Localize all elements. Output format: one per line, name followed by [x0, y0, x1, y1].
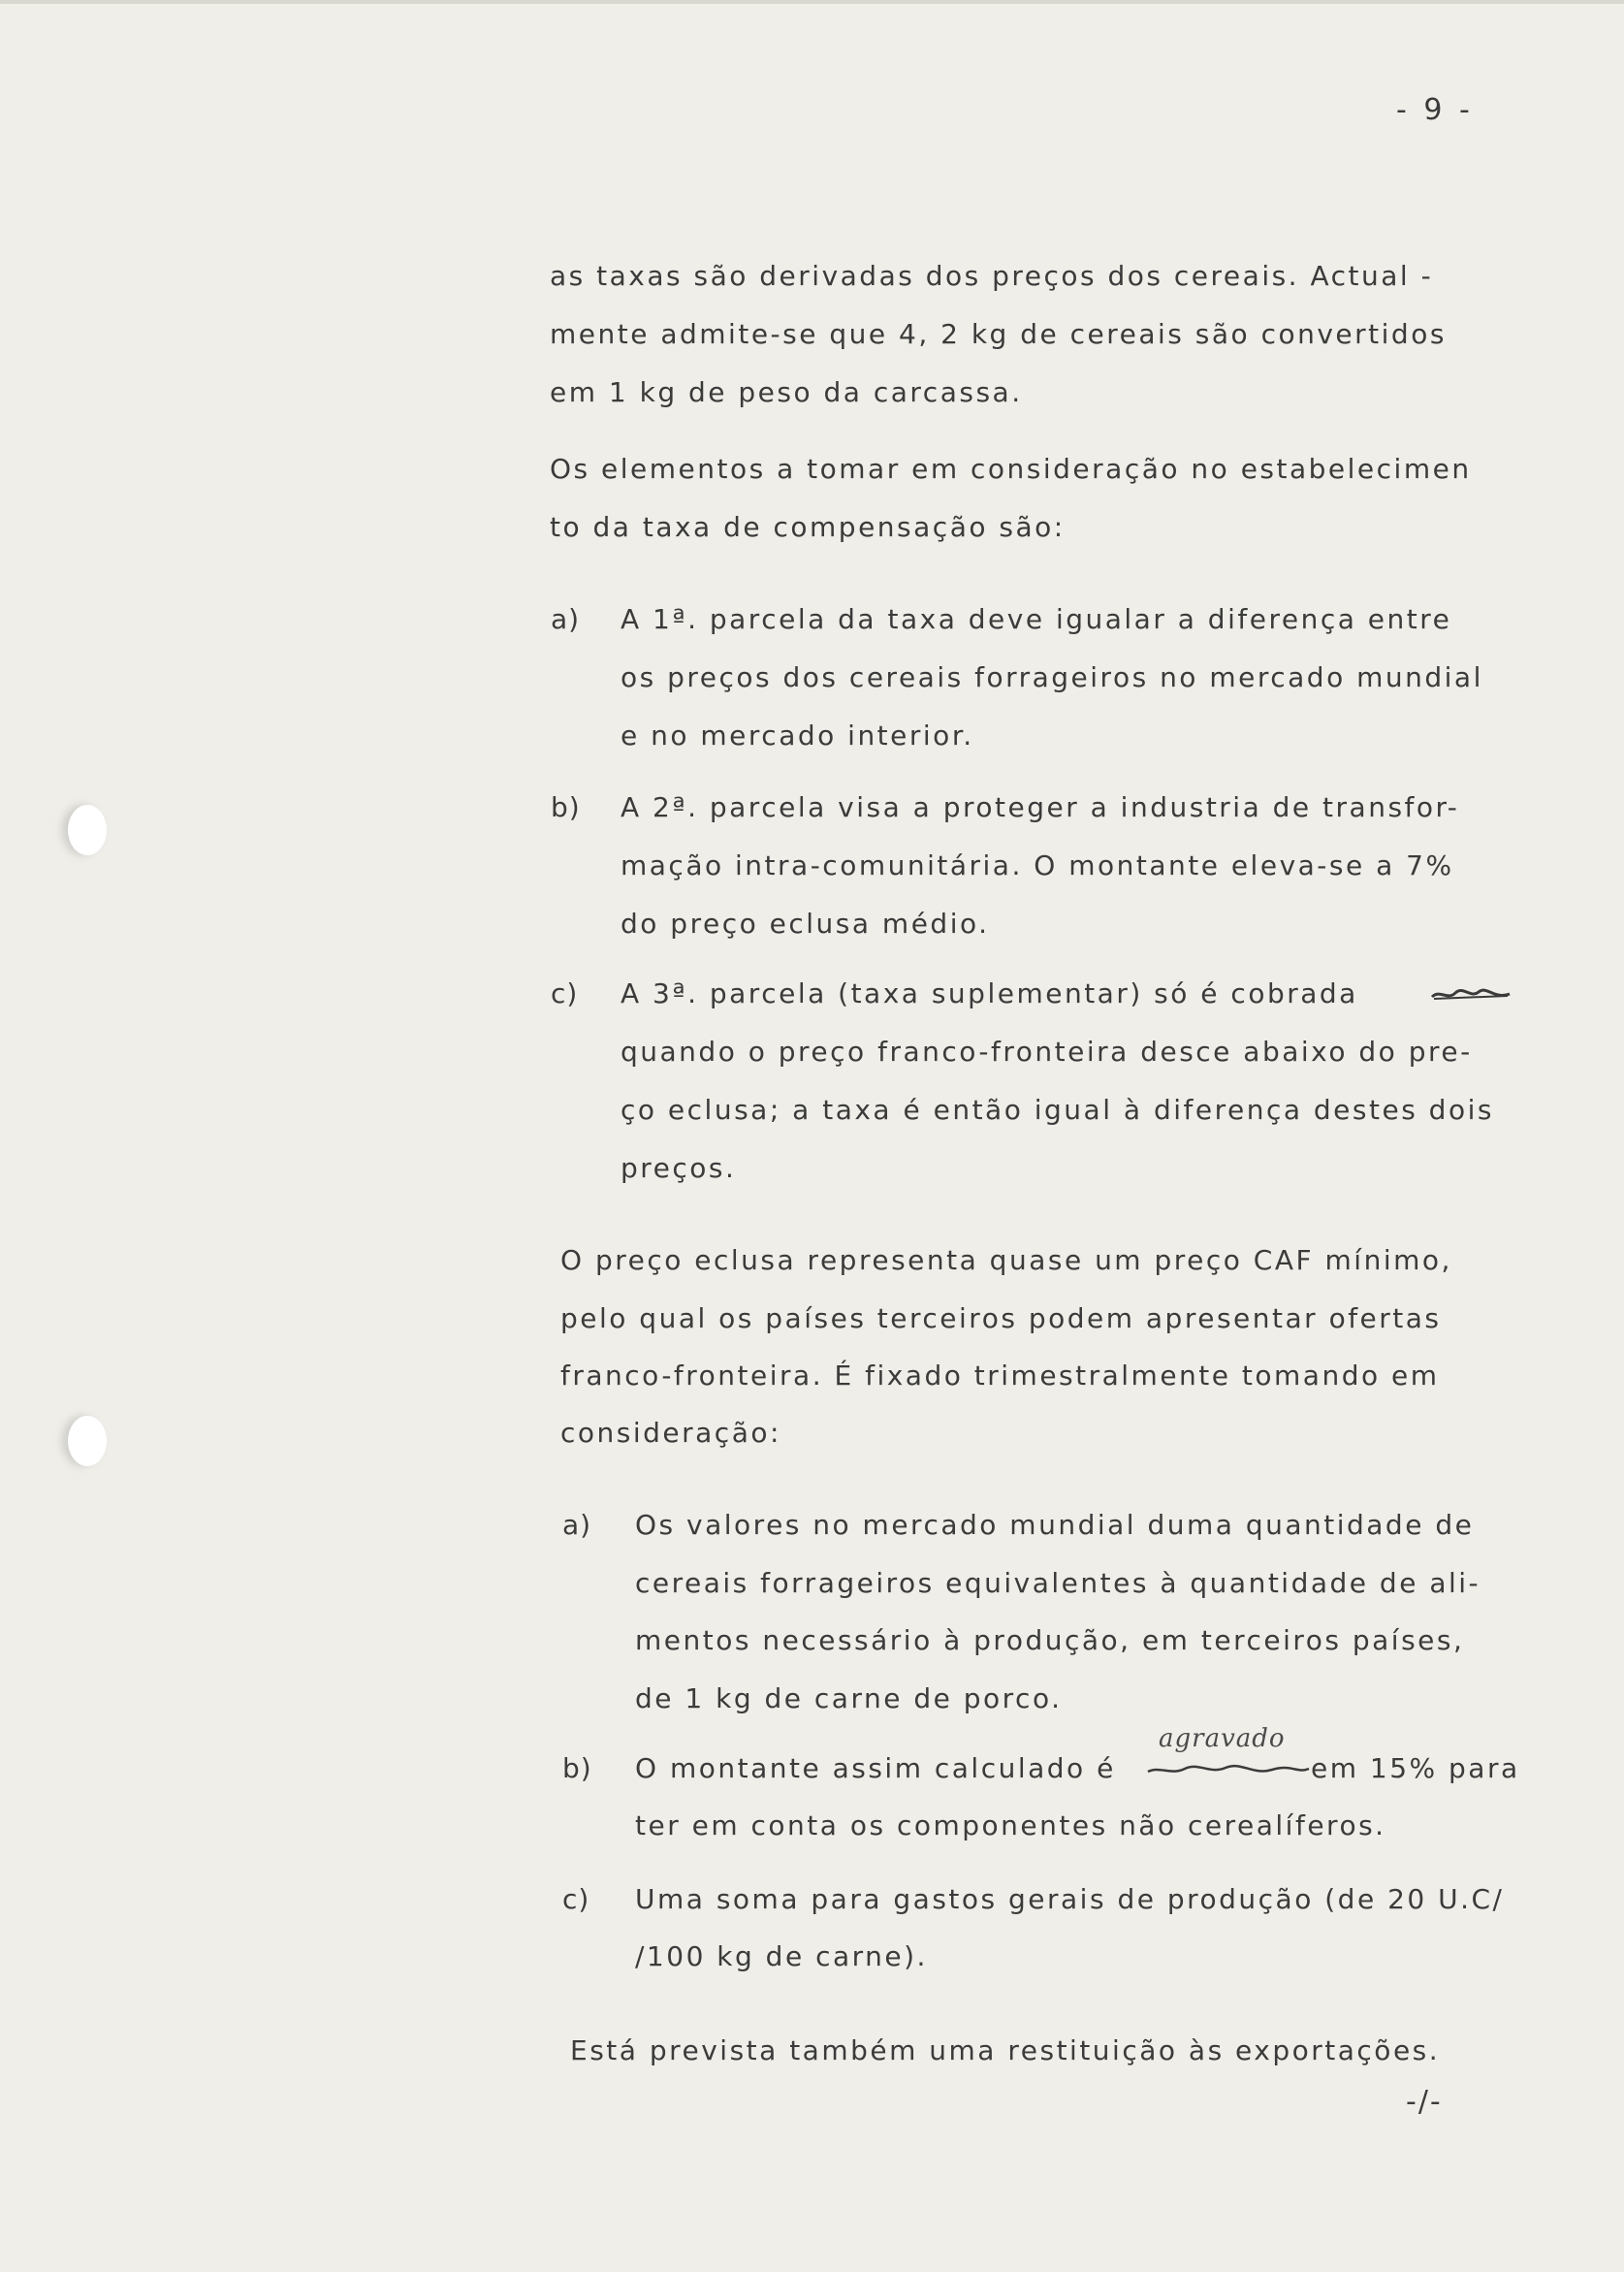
text-line: do preço eclusa médio. [621, 908, 990, 940]
text-line: preços. [621, 1152, 737, 1184]
list-marker: a) [562, 1509, 592, 1541]
text-line: Os valores no mercado mundial duma quantidade de [635, 1509, 1475, 1541]
text-line: os preços dos cereais forrageiros no mercado mundial [621, 661, 1483, 693]
list-marker: c) [551, 977, 579, 1009]
text-line: mentos necessário à produção, em terceiros países, [635, 1624, 1465, 1656]
text-line: as taxas são derivadas dos preços dos cereais. Actual - [550, 260, 1434, 292]
struck-out-word [1430, 987, 1512, 1003]
list-marker: b) [551, 791, 581, 823]
list-marker: b) [562, 1752, 592, 1784]
page-number: - 9 - [1396, 93, 1474, 127]
text-line: consideração: [560, 1417, 781, 1449]
text-line: e no mercado interior. [621, 720, 974, 752]
text-line: A 2ª. parcela visa a proteger a industria de transfor- [621, 791, 1460, 823]
list-marker: c) [562, 1883, 590, 1915]
text-line: ter em conta os componentes não cerealíferos. [635, 1809, 1386, 1841]
text-line: quando o preço franco-fronteira desce abaixo do pre- [621, 1036, 1473, 1068]
text-line: ço eclusa; a taxa é então igual à diferença destes dois [621, 1094, 1494, 1126]
text-line: to da taxa de compensação são: [550, 511, 1066, 543]
punch-hole-upper [68, 805, 107, 855]
text-line: Uma soma para gastos gerais de produção (de 20 U.C/ [635, 1883, 1505, 1915]
text-line: O montante assim calculado é [635, 1752, 1116, 1784]
list-marker: a) [551, 603, 581, 635]
text-line: franco-fronteira. É fixado trimestralmente tomando em [560, 1360, 1440, 1392]
text-line: A 1ª. parcela da taxa deve igualar a diferença entre [621, 603, 1452, 635]
page-top-edge [0, 0, 1624, 4]
text-line: Os elementos a tomar em consideração no estabelecimen [550, 453, 1472, 485]
text-line: pelo qual os países terceiros podem apresentar ofertas [560, 1302, 1442, 1334]
text-line: A 3ª. parcela (taxa suplementar) só é cobrada [621, 977, 1358, 1009]
text-line: de 1 kg de carne de porco. [635, 1682, 1063, 1714]
text-line: O preço eclusa representa quase um preço CAF mínimo, [560, 1244, 1452, 1276]
text-line: cereais forrageiros equivalentes à quantidade de ali- [635, 1567, 1481, 1599]
handwritten-insertion: agravado [1159, 1724, 1286, 1753]
continuation-mark: -/- [1406, 2085, 1443, 2119]
text-line: em 1 kg de peso da carcassa. [550, 376, 1023, 408]
text-line: mente admite-se que 4, 2 kg de cereais são convertidos [550, 318, 1447, 350]
text-line: em 15% para [1311, 1752, 1520, 1784]
punch-hole-lower [68, 1416, 107, 1466]
closing-line: Está prevista também uma restituição às exportações. [570, 2034, 1441, 2066]
text-line: mação intra-comunitária. O montante eleva-se a 7% [621, 849, 1454, 881]
text-line: /100 kg de carne). [635, 1940, 928, 1972]
struck-out-word [1146, 1763, 1311, 1778]
